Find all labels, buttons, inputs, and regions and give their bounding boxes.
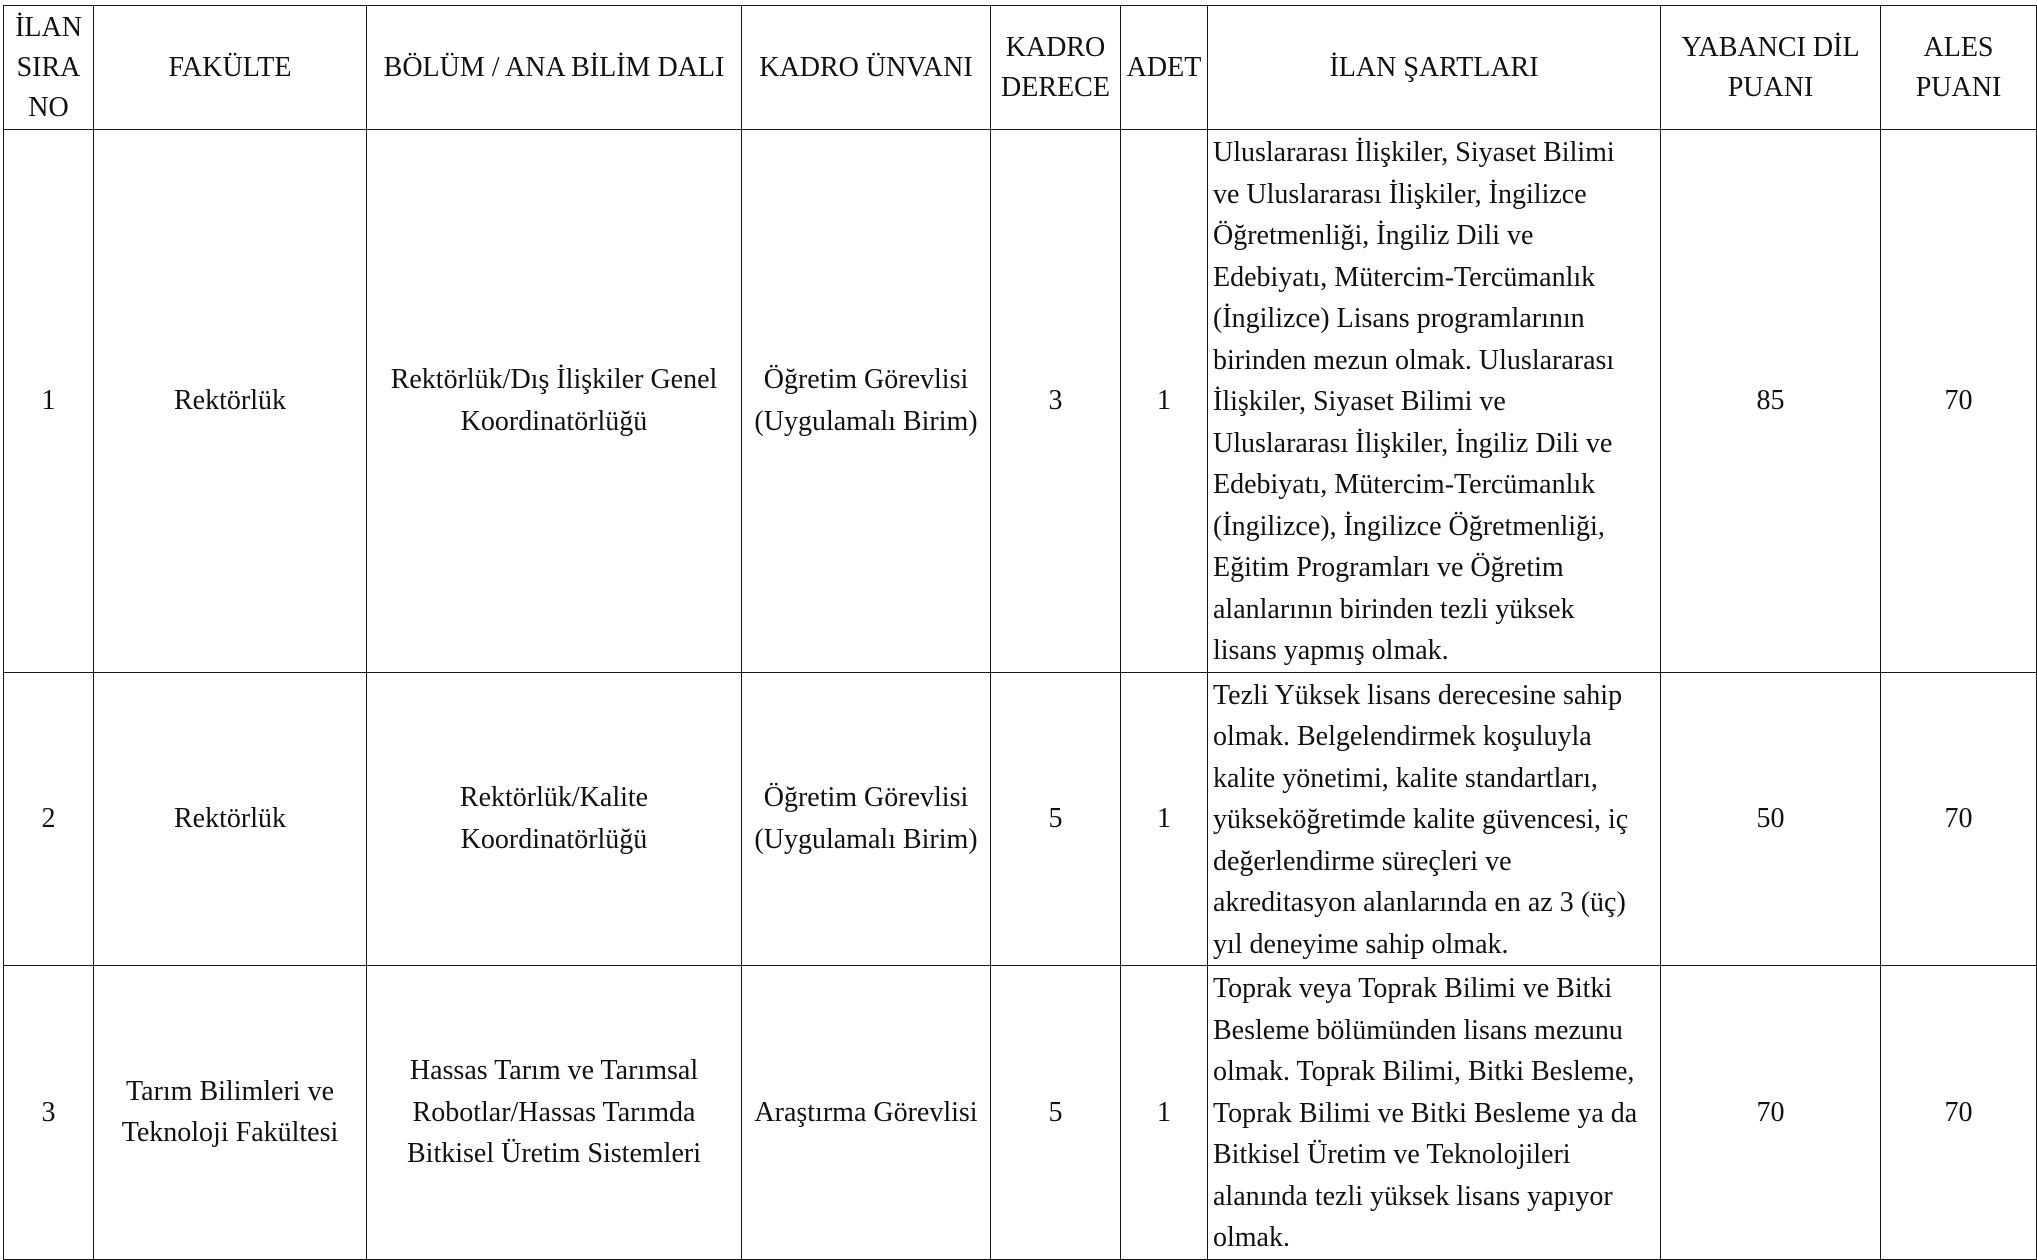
header-ilan-sartlari: İLAN ŞARTLARI — [1208, 6, 1661, 130]
header-row — [4, 6, 2037, 130]
cell-ales: 70 — [1881, 672, 2037, 966]
cell-no: 1 — [4, 130, 94, 673]
header-sira-no: İLAN SIRA NO — [4, 6, 94, 130]
cell-yabanci-dil: 85 — [1661, 130, 1881, 673]
cell-bolum: Hassas Tarım ve Tarımsal Robotlar/Hassas Tarımda Bitkisel Üretim Sistemleri — [367, 966, 742, 1260]
header-kadro-derece: KADRO DERECE — [991, 6, 1121, 130]
cell-fakulte: Rektörlük — [94, 672, 367, 966]
cell-no: 3 — [4, 966, 94, 1260]
cell-unvan: Öğretim Görevlisi (Uygulamalı Birim) — [742, 130, 991, 673]
cell-derece: 5 — [991, 966, 1121, 1260]
cell-bolum: Rektörlük/Kalite Koordinatörlüğü — [367, 672, 742, 966]
header-adet: ADET — [1121, 6, 1208, 130]
cell-ales: 70 — [1881, 130, 2037, 673]
cell-adet: 1 — [1121, 130, 1208, 673]
cell-yabanci-dil: 50 — [1661, 672, 1881, 966]
cell-sartlar: Toprak veya Toprak Bilimi ve Bitki Besleme bölümünden lisans mezunu olmak. Toprak Bilimi, Bitki Besleme, Toprak Bilimi ve Bitki Besleme ya da Bitkisel Üretim ve Teknolojileri alanında tezli yüksek lisans yapıyor olmak. — [1208, 966, 1661, 1260]
table-row — [4, 672, 2037, 966]
header-yabanci-dil: YABANCI DİL PUANI — [1661, 6, 1881, 130]
cell-bolum: Rektörlük/Dış İlişkiler Genel Koordinatörlüğü — [367, 130, 742, 673]
cell-fakulte: Rektörlük — [94, 130, 367, 673]
cell-unvan: Öğretim Görevlisi (Uygulamalı Birim) — [742, 672, 991, 966]
cell-derece: 5 — [991, 672, 1121, 966]
job-announcement-table — [3, 5, 2037, 1260]
cell-sartlar: Tezli Yüksek lisans derecesine sahip olmak. Belgelendirmek koşuluyla kalite yönetimi, kalite standartları, yükseköğretimde kalite güvencesi, iç değerlendirme süreçleri ve akreditasyon alanlarında en az 3 (üç) yıl deneyime sahip olmak. — [1208, 672, 1661, 966]
cell-sartlar: Uluslararası İlişkiler, Siyaset Bilimi ve Uluslararası İlişkiler, İngilizce Öğretmenliği, İngiliz Dili ve Edebiyatı, Mütercim-Tercümanlık (İngilizce) Lisans programlarının birinden mezun olmak. Uluslararası İlişkiler, Siyaset Bilimi ve Uluslararası İlişkiler, İngiliz Dili ve Edebiyatı, Mütercim-Tercümanlık (İngilizce), İngilizce Öğretmenliği, Eğitim Programları ve Öğretim alanlarının birinden tezli yüksek lisans yapmış olmak. — [1208, 130, 1661, 673]
header-ales: ALES PUANI — [1881, 6, 2037, 130]
table-row — [4, 130, 2037, 673]
header-fakulte: FAKÜLTE — [94, 6, 367, 130]
header-kadro-unvani: KADRO ÜNVANI — [742, 6, 991, 130]
cell-derece: 3 — [991, 130, 1121, 673]
cell-unvan: Araştırma Görevlisi — [742, 966, 991, 1260]
cell-adet: 1 — [1121, 966, 1208, 1260]
header-bolum: BÖLÜM / ANA BİLİM DALI — [367, 6, 742, 130]
cell-adet: 1 — [1121, 672, 1208, 966]
cell-no: 2 — [4, 672, 94, 966]
table-row — [4, 966, 2037, 1260]
cell-ales: 70 — [1881, 966, 2037, 1260]
cell-fakulte: Tarım Bilimleri ve Teknoloji Fakültesi — [94, 966, 367, 1260]
cell-yabanci-dil: 70 — [1661, 966, 1881, 1260]
